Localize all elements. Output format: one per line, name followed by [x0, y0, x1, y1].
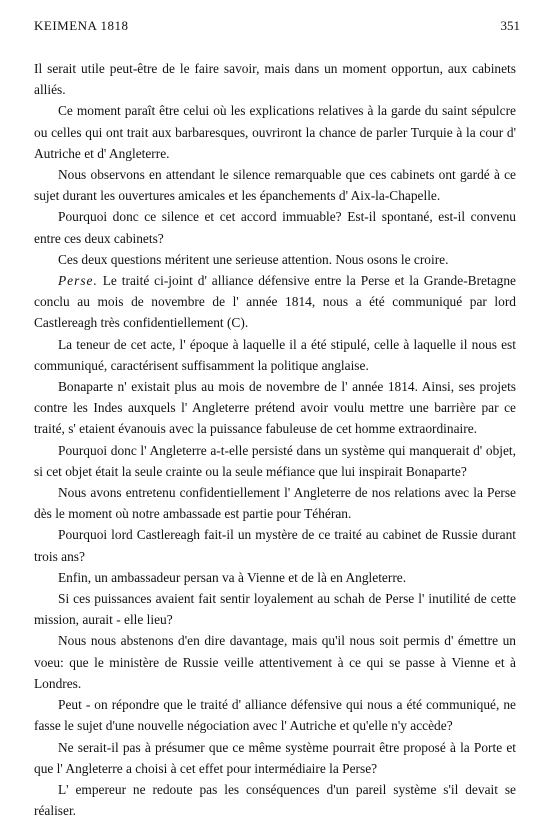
paragraph-text: Le traité ci-joint d' alliance défensive entre la Perse et la Grande-Bretagne conclu au mois de novembre de l' année 1814, nous a été communiqué par lord Castlereagh très confidentiellement (C).: [34, 273, 516, 331]
paragraph: Nous nous abstenons d'en dire davantage, mais qu'il nous soit permis d' émettre un voeu: que le ministère de Russie veille attentivement à ce qui se passe à Vienne et à Londres.: [34, 633, 516, 691]
paragraph: Pourquoi donc l' Angleterre a-t-elle persisté dans un système qui manquerait d' objet, si cet objet était la seule crainte ou la seule méfiance que lui inspirait Bonaparte?: [34, 442, 516, 479]
paragraph: L' empereur ne redoute pas les conséquences d'un pareil système s'il devait se réaliser.: [34, 781, 516, 819]
paragraph: Ces deux questions méritent une serieuse attention. Nous osons le croire.: [58, 251, 449, 267]
paragraph: Pourquoi lord Castlereagh fait-il un mystère de ce traité au cabinet de Russie durant trois ans?: [34, 527, 516, 564]
paragraph: Pourquoi donc ce silence et cet accord immuable? Est-il spontané, est-il convenu entre ces deux cabinets?: [34, 209, 516, 246]
running-title: KEIMENA 1818: [34, 18, 129, 33]
section-lead: Perse.: [58, 273, 98, 289]
running-header: [34, 17, 520, 35]
paragraph: La teneur de cet acte, l' époque à laquelle il a été stipulé, celle à laquelle il nous est communiqué, caractérisent suffisamment la politique anglaise.: [34, 336, 516, 373]
paragraph: Bonaparte n' existait plus au mois de novembre de l' année 1814. Ainsi, ses projets contre les Indes auxquels l' Angleterre prétend avoir voulu mettre une barrière par ce traité, s' etaient évanouis avec la puissance fabuleuse de cet homme extraordinaire.: [34, 379, 516, 437]
paragraph: Peut - on répondre que le traité d' alliance défensive qui nous a été communiqué, ne fasse le sujet d'une nouvelle négociation avec l' Autriche et qu'elle n'y accède?: [34, 697, 516, 734]
paragraph-perse: [34, 270, 516, 334]
paragraph: Nous avons entretenu confidentiellement l' Angleterre de nos relations avec la Perse dès le moment où notre ambassade est partie pour Téhéran.: [34, 485, 516, 522]
paragraph: Nous observons en attendant le silence remarquable que ces cabinets ont gardé à ce sujet durant les ouvertures amicales et les épanchements d' Aix-la-Chapelle.: [34, 167, 516, 204]
paragraph: Il serait utile peut-être de le faire savoir, mais dans un moment opportun, aux cabinets alliés.: [34, 61, 516, 98]
paragraph: Ce moment paraît être celui où les explications relatives à la garde du saint sépulcre ou celles qui ont trait aux barbaresques, ouvriront la chance de parler Turquie à la cour d' Autriche et d' Angleterre.: [34, 103, 516, 161]
page-number: 351: [500, 18, 520, 33]
paragraph: Si ces puissances avaient fait sentir loyalement au schah de Perse l' inutilité de cette mission, aurait - elle lieu?: [34, 591, 516, 628]
body-text: [34, 58, 516, 821]
paragraph: Ne serait-il pas à présumer que ce même système pourrait être proposé à la Porte et que l' Angleterre a choisi à cet effet pour intermédiaire la Perse?: [34, 739, 516, 776]
paragraph: Enfin, un ambassadeur persan va à Vienne et de là en Angleterre.: [58, 569, 407, 585]
